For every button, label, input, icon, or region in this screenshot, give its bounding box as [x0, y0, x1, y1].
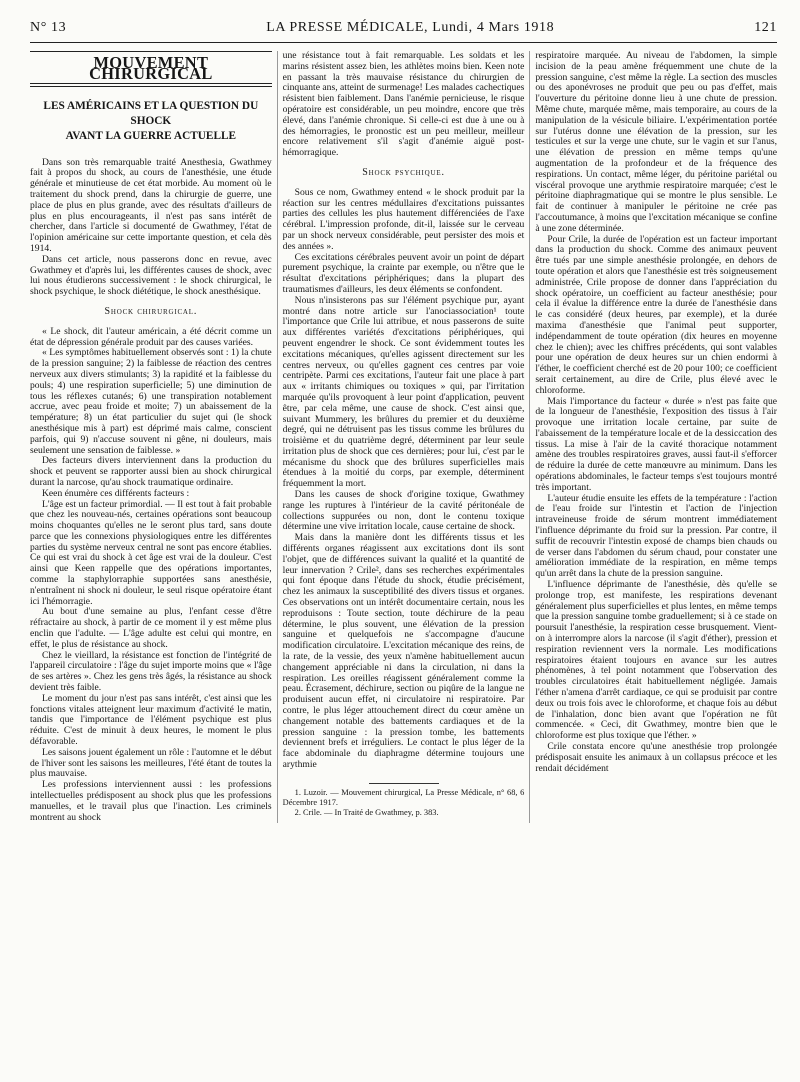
column-separator — [277, 51, 278, 823]
article-title-line-2: AVANT LA GUERRE ACTUELLE — [65, 129, 237, 142]
paragraph: Les saisons jouent également un rôle : l'automne et le début de l'hiver sont les saisons les meilleures, l'été étant de toutes la plus mauvaise. — [30, 746, 272, 780]
paragraph: Keen énumère ces différents facteurs : — [42, 487, 190, 499]
paragraph: L'auteur étudie ensuite les effets de la température : l'action de l'eau froide sur l'intestin et l'action de l'injection intraveineuse froide de sérum montrent immédiatement l'influence déprimante du froid sur la pression. Par contre, il suffit de recouvrir l'intestin exposé de champs bien chauds ou de verser dans l'abdomen du sérum chaud, pour constater une amélioration immédiate de la respiration, en même temps qu'un arrêt dans la chute de la pression sanguine. — [535, 492, 778, 580]
subheading-shock-psychique: Shock psychique. — [362, 166, 445, 178]
column-1 — [30, 51, 272, 823]
paragraph: respiratoire marquée. Au niveau de l'abdomen, la simple incision de la peau amène fréquemment une chute de la pression sanguine, c'est même la règle. La section des muscles ou des aponévroses ne produit que peu ou pas d'effet, mais l'ouverture du péritoine donne lieu à une chute de pression. Même chute, marquée même, mais temporaire, au cours de la manipulation de la vésicule biliaire. L'expérimentation portée sur l'utérus donne une élévation de la pression, sur les testicules et sur la verge une chute, sur le vagin et sur l'anus, une élévation de pression en même temps qu'une augmentation de la profondeur et de la fréquence des respirations. Un contact, même léger, du péritoine pariétal ou viscéral provoque une arythmie respiratoire marquée; c'est le péritoine diaphragmatique qui se montre le plus sensible. Le fait de continuer à manipuler le péritoine ne crée pas l'accoutumance, à moins que l'excitation mécanique se confine à une zone déterminée. — [535, 50, 778, 234]
journal-dateline: LA PRESSE MÉDICALE, Lundi, 4 Mars 1918 — [266, 20, 555, 35]
paragraph: Dans son très remarquable traité Anesthesia, Gwathmey fait à propos du shock, au cours de l'anesthésie, une étude générale et minutieuse de cet état morbide. Au moment où le traitement du shock prend, dans la chirurgie de guerre, une place de plus en plus grande, avec des résultats d'ailleurs de plus en plus encourageants, il n'est pas sans intérêt de chercher, dans l'article si documenté de Gwathmey, l'état de l'opinion américaine sur cette importante question, et cela dès 1914. — [30, 156, 272, 254]
paragraph: Sous ce nom, Gwathmey entend « le shock produit par la réaction sur les centres médullaires d'excitations puissantes parties des cellules les plus hautement différenciées de l'axe cérébral. L'impression profonde, dit-il, laissée sur le cerveau par un shock nerveux considérable, peut persister des mois et des années ». — [282, 186, 525, 252]
paragraph: Dans les causes de shock d'origine toxique, Gwathmey range les ruptures à l'intérieur de la cavité péritonéale de collections suppurées ou non, dont le contenu toxique détermine une vive irritation locale, cause certaine de shock. — [282, 489, 525, 533]
section-rubric: MOUVEMENT CHIRURGICAL — [89, 53, 213, 83]
paragraph: Dans cet article, nous passerons donc en revue, avec Gwathmey et d'après lui, les différentes causes de shock, avec lui nous étudierons successivement : le shock chirurgical, le shock psychique, le shock diététique, le shock anesthésique. — [30, 253, 272, 298]
footnote: 2. Crile. — In Traité de Gwathmey, p. 383. — [294, 807, 439, 817]
rubric-rule-top — [30, 51, 272, 52]
column-separator — [529, 51, 530, 823]
paragraph: « Le shock, dit l'auteur américain, a été décrit comme un état de dépression générale produit par des causes variées. — [30, 325, 272, 348]
paragraph: Mais l'importance du facteur « durée » n'est pas faite que de la longueur de l'anesthésie, l'exposition des tissus à l'air provoque une irritation locale certaine, par suite de l'abaissement de la température locale et de la dessiccation des tissus. La mise à l'air de la cavité thoracique notamment amène des troubles respiratoires graves, aussi faut-il s'efforcer de réduire la durée de cette manœuvre au minimum. Dans les opérations abdominales, le facteur temps s'est toujours montré très important. — [535, 395, 778, 493]
paragraph: Chez le vieillard, la résistance est fonction de l'intégrité de l'appareil circulatoire : l'âge du sujet importe moins que « l'âge de ses artères ». Chez les gens très âgés, la résistance au shock devient très faible. — [30, 649, 272, 694]
paragraph: Mais dans la manière dont les différents tissus et les différents organes réagissent aux excitations dont ils sont l'objet, que de différences suivant la qualité et la quantité de leur innervation ? Crile², dans ses recherches expérimentales qui font époque dans l'étude du shock, étudie précisément, chez les animaux la susceptibilité des divers tissus et organes. Ces observations ont un intérêt documentaire certain, nous les reproduisons : Toute section, toute déchirure de la peau détermine, le plus souvent, une élévation de la pression sanguine et quelquefois ne s'accompagne d'aucune modification circulatoire. L'excitation mécanique des reins, de la rate, de la vessie, des yeux n'amène habituellement aucun changement appréciable ni dans la circulation, ni dans la respiration. Les oreilles réagissent généralement comme la peau. Écrasement, déchirure, section ou piqûre de la langue ne produisent aucun effet, ni circulatoire ni respiratoire. Par contre, le plus léger attouchement direct du cœur amène un changement notable des battements cardiaques et de la pression sanguine : la pression tombe, les battements deviennent brefs et irréguliers. Le contact le plus léger de la face abdominale du diaphragme détermine toujours une arythmie — [282, 532, 525, 770]
paragraph: Nous n'insisterons pas sur l'élément psychique pur, ayant montré dans notre article sur l'anociassociation¹ toute l'importance que Crile lui attribue, et nous passerons de suite aux différentes variétés d'excitations périphériques, qui peuvent engendrer le shock. Ce sont évidemment toutes les excitations mécaniques, qu'elles agissent directement sur les centres nerveux, ou qu'elles gagnent ces centres par voie centripète. Parmi ces excitations, l'auteur fait une place à part aux « irritants chimiques ou toxiques » qui, par l'irritation marquée qu'ils provoquent à leur point d'application, peuvent être, par cela même, une cause de shock. C'est ainsi que, suivant Mummery, les brûlures du premier et du deuxième degré, qui ne détruisent pas les tissus comme les brûlures du troisième et du quatrième degré, déterminent par leur seule irritation plus de shock que ces dernières; pour lui, c'est par le mécanisme du shock que des brûlures superficielles mais étendues à la moitié du corps, par exemple, déterminent fréquemment la mort. — [282, 294, 525, 490]
paragraph: Le moment du jour n'est pas sans intérêt, c'est ainsi que les fonctions vitales atteignent leur maximum d'activité le matin, tandis que l'importance de l'élément psychique est plus réduite. C'est de minuit à deux heures, le moment le plus défavorable. — [30, 692, 272, 748]
column-3 — [535, 51, 777, 823]
paragraph: une résistance tout à fait remarquable. Les soldats et les marins résistent assez bien, les athlètes moins bien. Keen note en passant la très mauvaise résistance du chirurgien de cinquante ans, atteint de surmenage! Les malades cachectiques résistent bien faiblement. Dans l'anémie pernicieuse, le risque opératoire est considérable, un peu moindre, encore que très élevé, dans l'anémie chronique. Si celle-ci est due à une ou à des hémorragies, le pronostic est un peu meilleur, meilleur encore relativement s'il s'agit d'anémie aiguë post-hémorragique. — [282, 50, 525, 159]
footnote: 1. Luzoir. — Mouvement chirurgical, La Presse Médicale, n° 68, 6 Décembre 1917. — [282, 787, 525, 807]
paragraph: Pour Crile, la durée de l'opération est un facteur important dans la production du shock. Comme des animaux peuvent être tués par une simple anesthésie prolongée, en dehors de toute opération et alors que l'anesthésie est très soigneusement administrée, Crile propose de donner dans l'appréciation du shock opératoire, un coefficient au facteur anesthésie; pour cela il évalue la différence entre la durée de l'anesthésie dans le cas considéré (deux heures, par exemple), et la durée maxima d'anesthésie que l'animal peut supporter, indépendamment de toute opération (dix heures en moyenne chez le chien); avec les chiffres précédents, qui sont valables pour une opération de deux heures sur un chien endormi à l'éther, le coefficient cherché est de 20 pour 100; ce coefficient serait certainement, au dire de Crile, plus élevé avec le chloroforme. — [535, 233, 778, 396]
issue-number: N° 13 — [30, 20, 67, 35]
paragraph: Crile constata encore qu'une anesthésie trop prolongée prédisposait ensuite les animaux à un collapsus précoce et les rendait décidément — [535, 741, 778, 774]
rubric-rule-thin — [30, 86, 272, 87]
paragraph: Les professions interviennent aussi : les professions intellectuelles prédisposent au shock plus que les professions manuelles, et le travail plus que l'inaction. Les criminels montrent au shock — [30, 779, 272, 823]
page-header — [30, 20, 777, 40]
article-title — [30, 99, 272, 144]
paragraph: Ces excitations cérébrales peuvent avoir un point de départ purement psychique, la crainte par exemple, ou n'être que le résultat d'excitations périphériques; dans la plupart des traumatismes d'ailleurs, les deux éléments se confondent. — [282, 251, 525, 295]
paragraph: Au bout d'une semaine au plus, l'enfant cesse d'être réfractaire au shock, à partir de ce moment il y est même plus enclin que l'adulte. — L'âge adulte est celui qui montre, en effet, le plus de résistance au shock. — [30, 606, 272, 650]
paragraph: L'âge est un facteur primordial. — Il est tout à fait probable que chez les nouveau-nés, certaines opérations sont beaucoup moins choquantes qu'elles ne le seront plus tard, sans doute parce que les connexions physiologiques entre les différentes parties du système nerveux central ne sont pas encore établies. Ce qui est vrai du shock à cet âge est vrai de la douleur. C'est ainsi que Keen rappelle que des opérations importantes, comme la staphylorraphie supportées sans anesthésie, n'entraînent ni shock ni douleur, le seul risque opératoire étant ici l'hémorragie. — [30, 498, 272, 607]
article-columns — [30, 51, 777, 823]
paragraph: « Les symptômes habituellement observés sont : 1) la chute de la pression sanguine; 2) la faiblesse de réaction des centres nerveux aux divers stimulants; 3) la rapidité et la faiblesse du pouls; 4) une respiration superficielle; 5) une diminution de tous les réflexes cutanés; 6) une transpiration notablement accrue, avec peau froide et moite; 7) un abaissement de la température; 8) un état particulier du sujet qui (le shock anesthésique mis à part) est déprimé mais calme, conscient parfois, qui 9) n'accuse souvent ni gêne, ni douleurs, mais seulement une sensation de faiblesse. » — [30, 347, 272, 456]
footnote-rule — [369, 783, 439, 784]
page-number: 121 — [754, 20, 777, 35]
paragraph: Des facteurs divers interviennent dans la production du shock et peuvent se rapporter aussi bien au shock chirurgical durant la narcose, qu'au shock traumatique ordinaire. — [30, 455, 272, 488]
paragraph: L'influence déprimante de l'anesthésie, dès qu'elle se prolonge trop, est manifeste, les respirations devenant généralement plus superficielles et plus lentes, en même temps que la pression sanguine tombe graduellement; si à ce stade on poursuit l'anesthésie, la respiration cesse brusquement. Vient-on à interrompre alors la narcose (il s'agit d'éther), pression et respiration reviennent vers la normale. Les modifications respiratoires étaient toujours en avance sur les autres phénomènes, à tel point notamment que l'observation des troubles circulatoires était habituellement négligée. Jamais l'éther n'amena d'arrêt cardiaque, ce qui se produisit par contre deux ou trois fois avec le chloroforme, et chaque fois au début de l'inhalation, donc bien avant que l'opération ne fût commencée. « Ceci, dit Gwathmey, montre bien que le chloroforme est plus toxique que l'éther. » — [535, 579, 778, 742]
header-rule — [30, 42, 777, 43]
subheading-shock-chirurgical: Shock chirurgical. — [104, 305, 198, 317]
article-title-line-1: LES AMÉRICAINS ET LA QUESTION DU SHOCK — [43, 99, 259, 127]
column-2 — [283, 51, 525, 823]
